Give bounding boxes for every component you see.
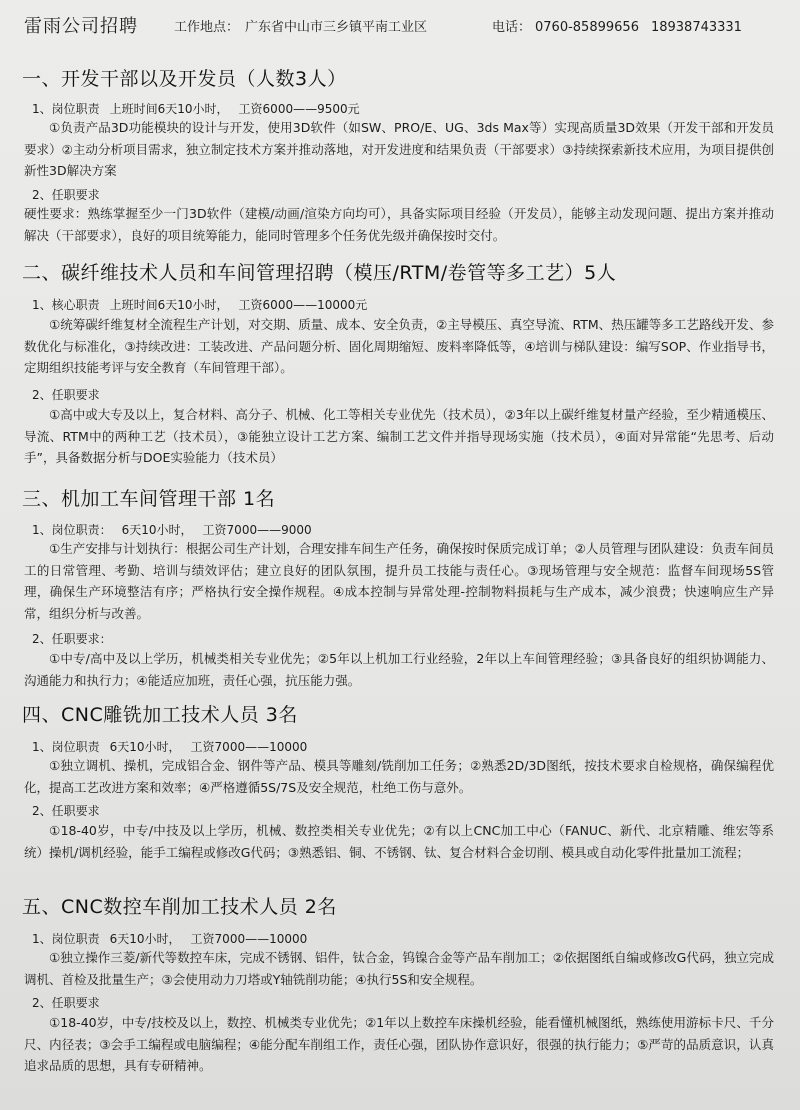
duty-line: [32, 521, 312, 538]
requirement-text: 硬性要求：熟练掌握至少一门3D软件（建模/动画/渲染方向均可），具备实际项目经验（开发员），能够主动发现问题、提出方案并推动解决（干部要求），良好的项目统筹能力，能同时管理多个任务优先级并确保按时交付。: [24, 206, 774, 243]
duty-text: ①统筹碳纤维复材全流程生产计划，对交期、质量、成本、安全负责，②主导模压、真空导流、RTM、热压罐等多工艺路线开发、参数优化与标准化，③持续改进：工装改进、产品问题分析、固化周期缩短、废料率降低等，④培训与梯队建设：编写SOP、作业指导书，定期组织技能考评与安全教育（车间管理干部）。: [24, 317, 774, 375]
duty-salary: 工资7000——9000: [202, 523, 312, 537]
duty-line: [32, 296, 367, 313]
work-location: [174, 16, 427, 35]
duty-line: [32, 738, 307, 755]
duty-label: 1、岗位职责: [32, 740, 100, 754]
duty-hours: 6天10小时，: [109, 932, 181, 946]
mobile-value: 18938743331: [650, 20, 742, 35]
notice-header: [24, 10, 784, 40]
phone-value: 0760-85899656: [535, 20, 639, 35]
requirement-text: ①中专/高中及以上学历，机械类相关专业优先；②5年以上机加工行业经验，2年以上车间管理经验；③具备良好的组织协调能力、沟通能力和执行力；④能适应加班，责任心强，抗压能力强。: [24, 651, 774, 688]
section-heading: 三、机加工车间管理干部 1名: [22, 488, 276, 510]
duty-text: ①独立操作三菱/新代等数控车床，完成不锈钢、铝件，钛合金，钨镍合金等产品车削加工；②依据图纸自编或修改G代码，独立完成调机、首检及批量生产；③会使用动力刀塔或Y轴铣削功能；④执行5S和安全规程。: [24, 950, 774, 987]
duty-hours: 6天10小时，: [109, 740, 181, 754]
duty-label: 1、岗位职责：: [32, 523, 112, 537]
contact-phone: [492, 16, 742, 35]
requirement-label: 2、任职要求: [32, 388, 100, 402]
location-value: 广东省中山市三乡镇平南工业区: [245, 20, 428, 35]
section-heading: 四、CNC雕铣加工技术人员 3名: [22, 704, 298, 726]
duty-salary: 工资7000——10000: [190, 740, 308, 754]
duty-line: [32, 930, 307, 947]
duty-text: ①负责产品3D功能模块的设计与开发，使用3D软件（如SW、PRO/E、UG、3ds Max等）实现高质量3D效果（开发干部和开发员要求）②主动分析项目需求，独立制定技术方案并推动落地，对开发进度和结果负责（干部要求）③持续探索新技术应用，为项目提供创新性3D解决方案: [24, 120, 774, 178]
section-heading: 一、开发干部以及开发员（人数3人）: [22, 68, 347, 90]
requirement-label: 2、任职要求：: [32, 632, 112, 646]
location-label: 工作地点：: [174, 20, 240, 35]
requirement-text: ①18-40岁，中专/中技及以上学历，机械、数控类相关专业优先；②有以上CNC加工中心（FANUC、新代、北京精雕、维宏等系统）操机/调机经验，能手工编程或修改G代码；③熟悉铝、铜、不锈钢、钛、复合材料合金切削、模具或自动化零件批量加工流程；: [24, 823, 774, 860]
duty-line: [32, 100, 360, 117]
requirement-text: ①18-40岁，中专/技校及以上，数控、机械类专业优先；②1年以上数控车床操机经验，能看懂机械图纸，熟练使用游标卡尺、千分尺、内径表；③会手工编程或电脑编程；④能分配车削组工作，责任心强，团队协作意识好，很强的执行能力；⑤严苛的品质意识，认真追求品质的思想，具有专研精神。: [24, 1015, 774, 1073]
duty-text: ①生产安排与计划执行：根据公司生产计划，合理安排车间生产任务，确保按时保质完成订单；②人员管理与团队建设：负责车间员工的日常管理、考勤、培训与绩效评估；建立良好的团队氛围，提升员工技能与责任心。③现场管理与安全规范：监督车间现场5S管理，确保生产环境整洁有序；严格执行安全操作规程。④成本控制与异常处理-控制物料损耗与生产成本，减少浪费；快速响应生产异常，组织分析与改善。: [24, 541, 774, 621]
duty-hours: 上班时间6天10小时，: [109, 102, 229, 116]
duty-label: 1、岗位职责: [32, 932, 100, 946]
requirement-label: 2、任职要求: [32, 996, 100, 1010]
duty-salary: 工资6000——9500元: [238, 102, 360, 116]
duty-salary: 工资6000——10000元: [238, 298, 368, 312]
duty-text: ①独立调机、操机，完成铝合金、钢件等产品、模具等雕刻/铣削加工任务；②熟悉2D/3D图纸，按技术要求自检规格，确保编程优化，提高工艺改进方案和效率；④严格遵循5S/7S及安全规范，杜绝工伤与意外。: [24, 758, 774, 795]
section-heading: 二、碳纤维技术人员和车间管理招聘（模压/RTM/卷管等多工艺）5人: [22, 262, 617, 284]
duty-salary: 工资7000——10000: [190, 932, 308, 946]
duty-label: 1、岗位职责: [32, 102, 100, 116]
duty-label: 1、核心职责: [32, 298, 100, 312]
duty-hours: 6天10小时，: [121, 523, 193, 537]
phone-label: 电话：: [492, 20, 532, 35]
company-title: 雷雨公司招聘: [24, 16, 138, 37]
requirement-text: ①高中或大专及以上，复合材料、高分子、机械、化工等相关专业优先（技术员），②3年以上碳纤维复材量产经验，至少精通模压、导流、RTM中的两种工艺（技术员），③能独立设计工艺方案、编制工艺文件并指导现场实施（技术员），④面对异常能“先思考、后动手”，具备数据分析与DOE实验能力（技术员）: [24, 407, 774, 465]
duty-hours: 上班时间6天10小时，: [109, 298, 229, 312]
requirement-label: 2、任职要求: [32, 804, 100, 818]
section-heading: 五、CNC数控车削加工技术人员 2名: [22, 896, 337, 918]
requirement-label: 2、任职要求: [32, 188, 100, 202]
